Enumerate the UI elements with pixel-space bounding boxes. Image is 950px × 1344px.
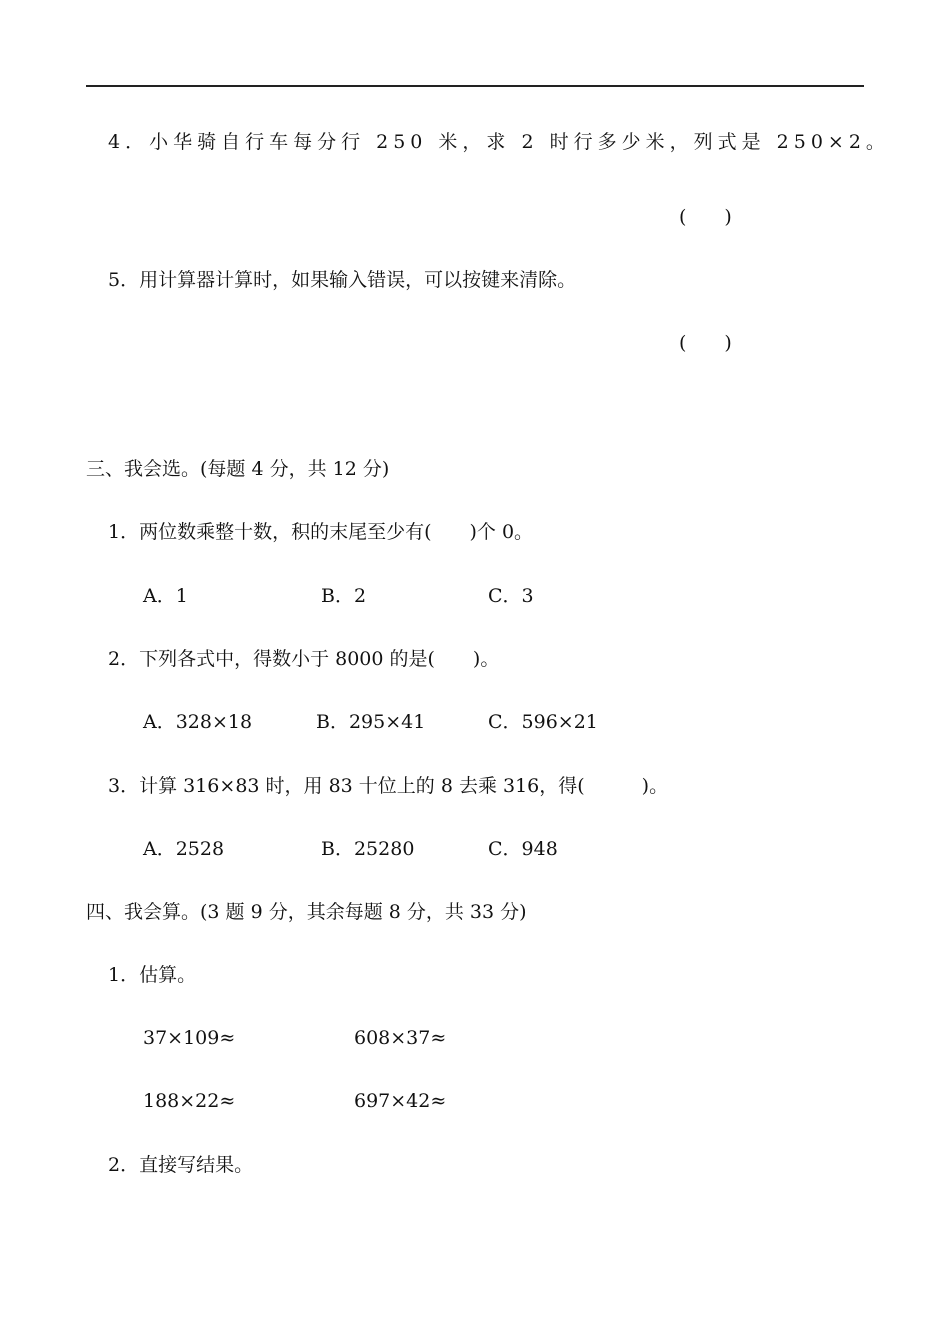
calc-question-1: 1．估算。	[108, 964, 197, 986]
answer-parentheses-4: ( )	[679, 206, 732, 228]
choice-option: C．3	[488, 585, 534, 607]
judge-question-4: 4．小华骑自行车每分行 250 米，求 2 时行多少米，列式是 250×2。	[108, 131, 890, 153]
choice-question-2: 2．下列各式中，得数小于 8000 的是( )。	[108, 648, 500, 670]
answer-parentheses-5: ( )	[679, 332, 732, 354]
choice-question-1: 1．两位数乘整十数，积的末尾至少有( )个 0。	[108, 521, 534, 543]
calc-question-2: 2．直接写结果。	[108, 1154, 254, 1176]
header-rule	[86, 85, 864, 87]
choice-option: B．25280	[321, 838, 415, 860]
choice-option: B．2	[321, 585, 367, 607]
judge-question-5: 5．用计算器计算时，如果输入错误，可以按键来清除。	[108, 269, 577, 291]
estimate-item: 188×22≈	[143, 1090, 236, 1112]
choice-option: C．596×21	[488, 711, 598, 733]
choice-option: B．295×41	[316, 711, 426, 733]
section-3-heading: 三、我会选。(每题 4 分，共 12 分)	[86, 458, 390, 480]
estimate-item: 608×37≈	[354, 1027, 447, 1049]
section-4-heading: 四、我会算。(3 题 9 分，其余每题 8 分，共 33 分)	[86, 901, 527, 923]
estimate-item: 37×109≈	[143, 1027, 236, 1049]
choice-option: C．948	[488, 838, 558, 860]
choice-option: A．1	[143, 585, 188, 607]
estimate-item: 697×42≈	[354, 1090, 447, 1112]
choice-option: A．328×18	[143, 711, 253, 733]
choice-option: A．2528	[143, 838, 225, 860]
choice-question-3: 3．计算 316×83 时，用 83 十位上的 8 去乘 316，得( )。	[108, 775, 669, 797]
